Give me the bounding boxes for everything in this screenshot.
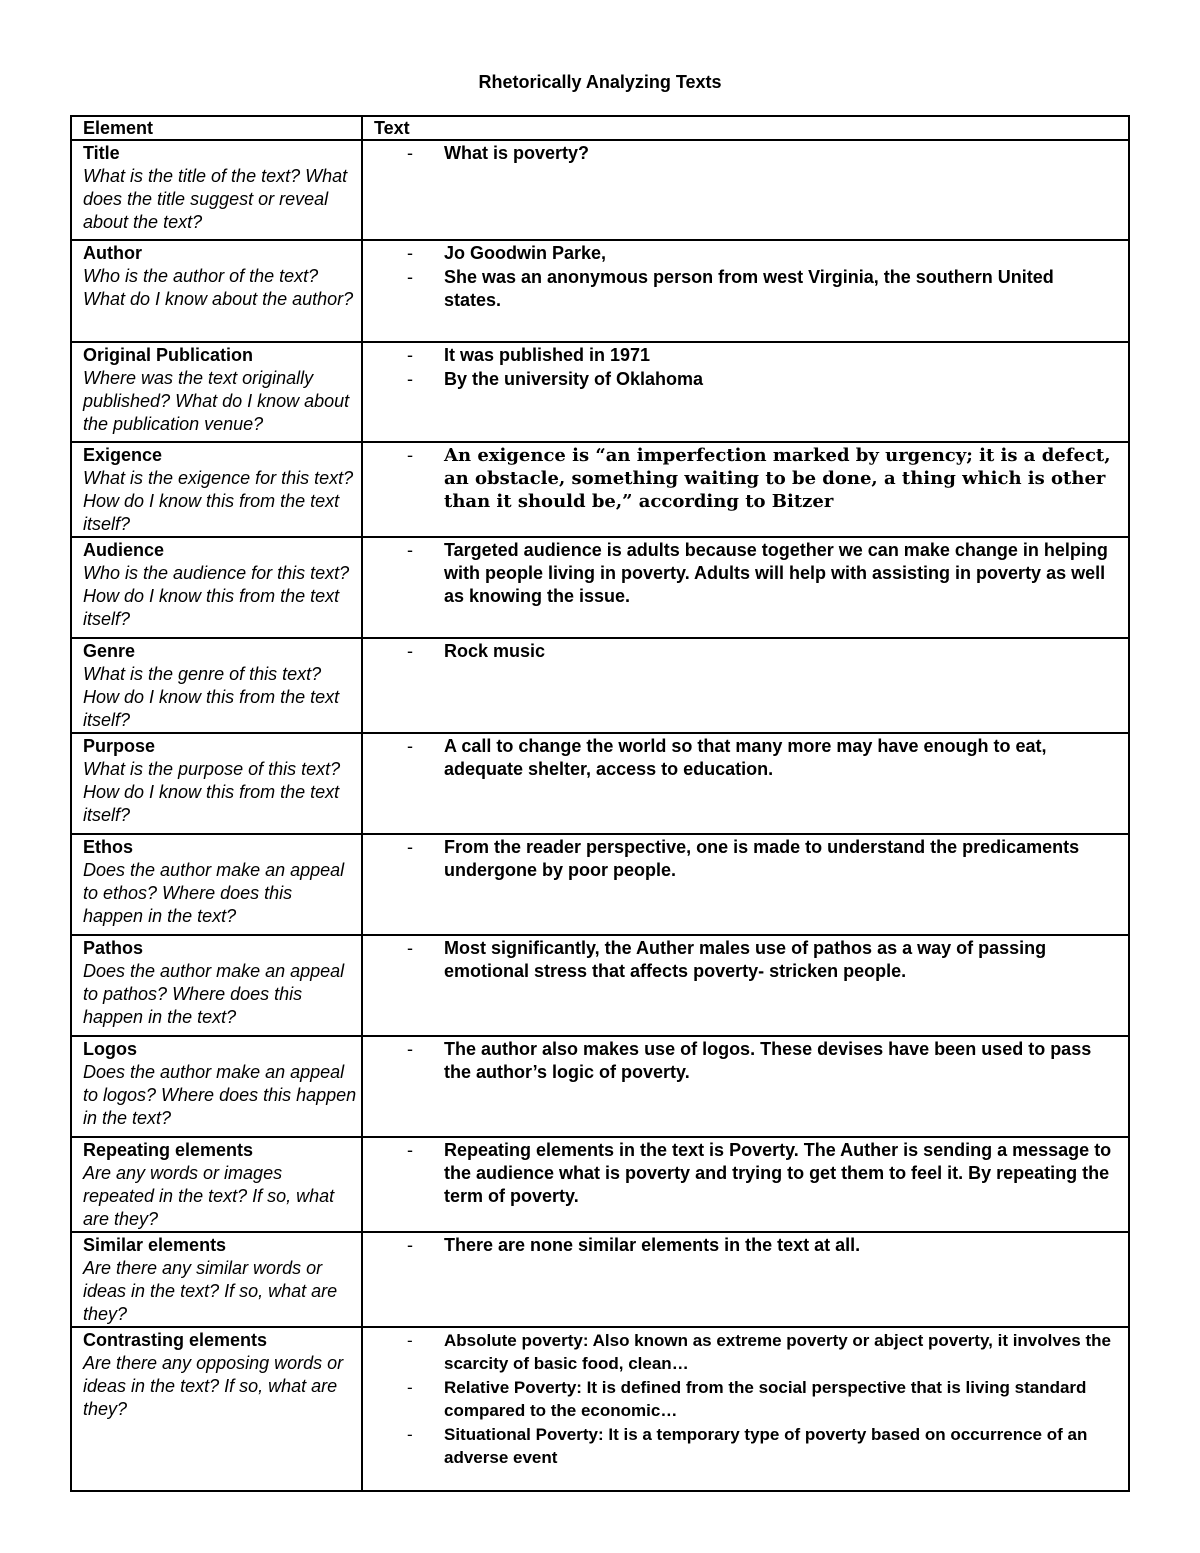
table-row — [71, 240, 1129, 342]
text-cell — [362, 1232, 1129, 1327]
bullet-item — [363, 443, 1128, 513]
bullet-item — [363, 1375, 1128, 1422]
bullet-text: What is poverty? — [444, 143, 590, 163]
bullet-item — [363, 734, 1128, 781]
bullet-item — [363, 1328, 1128, 1375]
bullet-item — [363, 639, 1128, 663]
text-cell — [362, 442, 1129, 537]
text-cell — [362, 935, 1129, 1036]
text-cell — [362, 733, 1129, 834]
bullet-item — [363, 538, 1128, 608]
bullet-text: Repeating elements in the text is Poverty. The Auther is sending a message to the audience what is poverty and trying to get them to feel it. By repeating the term of poverty. — [444, 1140, 1112, 1206]
table-row — [71, 638, 1129, 733]
bullet-text: The author also makes use of logos. These devises have been used to pass the author’s logic of poverty. — [444, 1039, 1092, 1082]
element-question: What is the genre of this text? How do I know this from the text itself? — [83, 664, 340, 730]
table-row — [71, 834, 1129, 935]
bullet-item — [363, 1233, 1128, 1257]
element-cell — [71, 935, 362, 1036]
table-row — [71, 1036, 1129, 1137]
bullet-text: She was an anonymous person from west Virginia, the southern United states. — [444, 267, 1054, 310]
text-cell — [362, 834, 1129, 935]
bullet-text: Absolute poverty: Also known as extreme poverty or abject poverty, it involves the scarcity of basic food, clean… — [444, 1331, 1111, 1373]
bullet-list — [363, 1138, 1128, 1208]
bullet-text: Targeted audience is adults because together we can make change in helping with people living in poverty. Adults will help with assisting in poverty as well as knowing the issue. — [444, 540, 1108, 606]
bullet-text: Rock music — [444, 641, 546, 661]
text-cell — [362, 1137, 1129, 1232]
text-cell — [362, 1036, 1129, 1137]
element-cell — [71, 240, 362, 342]
element-cell — [71, 733, 362, 834]
bullet-text: Relative Poverty: It is defined from the social perspective that is living standard compared to the economic… — [444, 1378, 1087, 1420]
bullet-item — [363, 835, 1128, 882]
bullet-dash: - — [407, 267, 413, 287]
bullet-list — [363, 343, 1128, 391]
element-cell — [71, 1036, 362, 1137]
element-name: Title — [83, 143, 120, 163]
element-cell — [71, 1137, 362, 1232]
table-row — [71, 1232, 1129, 1327]
bullet-text: By the university of Oklahoma — [444, 369, 704, 389]
element-question: Does the author make an appeal to logos? Where does this happen in the text? — [83, 1062, 357, 1128]
element-question: Does the author make an appeal to pathos? Where does this happen in the text? — [83, 961, 345, 1027]
bullet-dash: - — [407, 540, 413, 560]
bullet-item — [363, 343, 1128, 367]
bullet-dash: - — [407, 641, 413, 661]
bullet-dash: - — [407, 1039, 413, 1059]
header-text: Text — [362, 116, 1129, 140]
bullet-dash: - — [407, 345, 413, 365]
bullet-text: There are none similar elements in the text at all. — [444, 1235, 861, 1255]
bullet-list — [363, 538, 1128, 608]
bullet-dash: - — [407, 1235, 413, 1255]
element-name: Exigence — [83, 445, 163, 465]
element-name: Logos — [83, 1039, 137, 1059]
bullet-dash: - — [407, 1331, 413, 1350]
bullet-list — [363, 1037, 1128, 1084]
table-row — [71, 442, 1129, 537]
element-cell — [71, 1232, 362, 1327]
bullet-text: An exigence is “an imperfection marked by urgency; it is a defect, an obstacle, something waiting to be done, a thing which is other than it should be,” according to Bitzer — [444, 445, 1111, 512]
element-name: Repeating elements — [83, 1140, 254, 1160]
bullet-dash: - — [407, 1378, 413, 1397]
element-name: Similar elements — [83, 1235, 227, 1255]
bullet-list — [363, 241, 1128, 312]
table-row — [71, 140, 1129, 240]
element-cell — [71, 1327, 362, 1491]
text-cell — [362, 638, 1129, 733]
element-question: Who is the author of the text? What do I know about the author? — [83, 266, 354, 309]
bullet-dash: - — [407, 445, 414, 466]
element-name: Author — [83, 243, 142, 263]
bullet-item — [363, 1138, 1128, 1208]
element-question: What is the exigence for this text? How do I know this from the text itself? — [83, 468, 354, 534]
table-row — [71, 1327, 1129, 1491]
element-question: Does the author make an appeal to ethos? Where does this happen in the text? — [83, 860, 345, 926]
bullet-text: It was published in 1971 — [444, 345, 651, 365]
bullet-dash: - — [407, 369, 413, 389]
bullet-item — [363, 367, 1128, 391]
bullet-item — [363, 241, 1128, 265]
element-cell — [71, 834, 362, 935]
bullet-text: From the reader perspective, one is made to understand the predicaments undergone by poor people. — [444, 837, 1080, 880]
bullet-item — [363, 1037, 1128, 1084]
bullet-item — [363, 1422, 1128, 1469]
bullet-list — [363, 734, 1128, 781]
table-row — [71, 342, 1129, 442]
bullet-dash: - — [407, 143, 413, 163]
bullet-dash: - — [407, 243, 413, 263]
element-name: Original Publication — [83, 345, 254, 365]
table-row — [71, 935, 1129, 1036]
element-question: Are any words or images repeated in the text? If so, what are they? — [83, 1163, 335, 1229]
element-name: Ethos — [83, 837, 134, 857]
bullet-dash: - — [407, 837, 413, 857]
bullet-dash: - — [407, 736, 413, 756]
element-question: What is the title of the text? What does the title suggest or reveal about the text? — [83, 166, 348, 232]
text-cell — [362, 537, 1129, 638]
bullet-text: Jo Goodwin Parke, — [444, 243, 607, 263]
bullet-list — [363, 639, 1128, 663]
bullet-list — [363, 443, 1128, 513]
header-element: Element — [71, 116, 362, 140]
bullet-dash: - — [407, 1140, 413, 1160]
element-name: Contrasting elements — [83, 1330, 268, 1350]
table-row — [71, 733, 1129, 834]
element-question: Where was the text originally published? What do I know about the publication venue? — [83, 368, 350, 434]
table-row — [71, 1137, 1129, 1232]
element-cell — [71, 342, 362, 442]
element-name: Audience — [83, 540, 165, 560]
bullet-item — [363, 936, 1128, 983]
bullet-text: A call to change the world so that many more may have enough to eat, adequate shelter, access to education. — [444, 736, 1047, 779]
element-cell — [71, 638, 362, 733]
bullet-list — [363, 1328, 1128, 1469]
bullet-dash: - — [407, 938, 413, 958]
analysis-table — [70, 115, 1130, 1492]
bullet-dash: - — [407, 1425, 413, 1444]
element-question: Who is the audience for this text? How do I know this from the text itself? — [83, 563, 350, 629]
bullet-list — [363, 1233, 1128, 1257]
element-question: What is the purpose of this text? How do I know this from the text itself? — [83, 759, 341, 825]
element-cell — [71, 537, 362, 638]
table-row — [71, 537, 1129, 638]
element-question: Are there any similar words or ideas in the text? If so, what are they? — [83, 1258, 338, 1324]
bullet-item — [363, 141, 1128, 165]
element-name: Purpose — [83, 736, 156, 756]
element-name: Genre — [83, 641, 136, 661]
element-name: Pathos — [83, 938, 144, 958]
text-cell — [362, 140, 1129, 240]
bullet-text: Situational Poverty: It is a temporary type of poverty based on occurrence of an adverse event — [444, 1425, 1088, 1467]
bullet-list — [363, 936, 1128, 983]
page-title: Rhetorically Analyzing Texts — [478, 72, 722, 92]
text-cell — [362, 1327, 1129, 1491]
bullet-list — [363, 835, 1128, 882]
bullet-list — [363, 141, 1128, 165]
table-header-row — [71, 116, 1129, 140]
element-question: Are there any opposing words or ideas in the text? If so, what are they? — [83, 1353, 344, 1419]
bullet-text: Most significantly, the Auther males use of pathos as a way of passing emotional stress that affects poverty- stricken people. — [444, 938, 1047, 981]
text-cell — [362, 342, 1129, 442]
element-cell — [71, 140, 362, 240]
text-cell — [362, 240, 1129, 342]
element-cell — [71, 442, 362, 537]
bullet-item — [363, 265, 1128, 312]
